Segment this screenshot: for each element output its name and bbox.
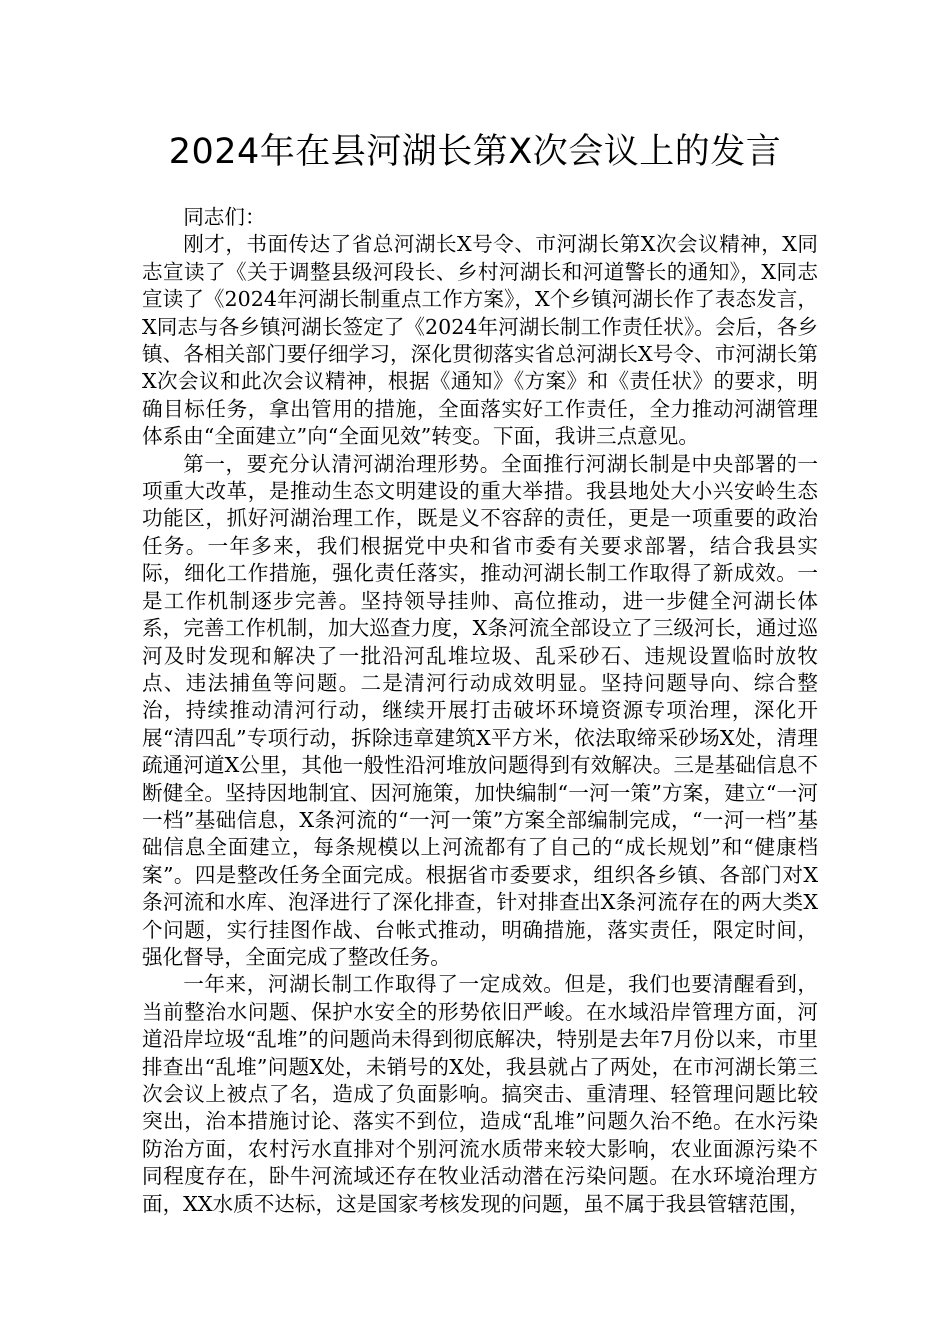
document-title: 2024年在县河湖长第X次会议上的发言: [168, 132, 782, 172]
paragraph-1: 刚才，书面传达了省总河湖长X号令、市河湖长第X次会议精神，X同志宣读了《关于调整县级河段长、乡村河湖长和河道警长的通知》，X同志宣读了《2024年河湖长制重点工作方案》，X个乡镇河湖长作了表态发言，X同志与各乡镇河湖长签定了《2024年河湖长制工作责任状》。会后，各乡镇、各相关部门要仔细学习，深化贯彻落实省总河湖长X号令、市河湖长第X次会议和此次会议精神，根据《通知》《方案》和《责任状》的要求，明确目标任务，拿出管用的措施，全面落实好工作责任，全力推动河湖管理体系由“全面建立”向“全面见效”转变。下面，我讲三点意见。: [142, 232, 818, 449]
paragraph-3: 一年来，河湖长制工作取得了一定成效。但是，我们也要清醒看到，当前整治水问题、保护水安全的形势依旧严峻。在水域沿岸管理方面，河道沿岸垃圾“乱堆”的问题尚未得到彻底解决，特别是去年7月份以来，市里排查出“乱堆”问题X处，未销号的X处，我县就占了两处，在市河湖长第三次会议上被点了名，造成了负面影响。搞突击、重清理、轻管理问题比较突出，治本措施讨论、落实不到位，造成“乱堆”问题久治不绝。在水污染防治方面，农村污水直排对个别河流水质带来较大影响，农业面源污染不同程度存在，卧牛河流域还存在牧业活动潜在污染问题。在水环境治理方面，XX水质不达标，这是国家考核发现的问题，虽不属于我县管辖范围，: [142, 972, 818, 1216]
greeting: 同志们：: [183, 205, 266, 229]
document-body: [142, 204, 818, 1218]
paragraph-2: 第一，要充分认清河湖治理形势。全面推行河湖长制是中央部署的一项重大改革，是推动生态文明建设的重大举措。我县地处大小兴安岭生态功能区，抓好河湖治理工作，既是义不容辞的责任，更是一项重要的政治任务。一年多来，我们根据党中央和省市委有关要求部署，结合我县实际，细化工作措施，强化责任落实，推动河湖长制工作取得了新成效。一是工作机制逐步完善。坚持领导挂帅、高位推动，进一步健全河湖长体系，完善工作机制，加大巡查力度，X条河流全部设立了三级河长，通过巡河及时发现和解决了一批沿河乱堆垃圾、乱采砂石、违规设置临时放牧点、违法捕鱼等问题。二是清河行动成效明显。坚持问题导向、综合整治，持续推动清河行动，继续开展打击破坏环境资源专项治理，深化开展“清四乱”专项行动，拆除违章建筑X平方米，依法取缔采砂场X处，清理疏通河道X公里，其他一般性沿河堆放问题得到有效解决。三是基础信息不断健全。坚持因地制宜、因河施策，加快编制“一河一策”方案，建立“一河一档”基础信息，X条河流的“一河一策”方案全部编制完成，“一河一档”基础信息全面建立，每条规模以上河流都有了自己的“成长规划”和“健康档案”。四是整改任务全面完成。根据省市委要求，组织各乡镇、各部门对X条河流和水库、泡泽进行了深化排查，针对排查出X条河流存在的两大类X个问题，实行挂图作战、台帐式推动，明确措施，落实责任，限定时间，强化督导，全面完成了整改任务。: [142, 451, 818, 969]
